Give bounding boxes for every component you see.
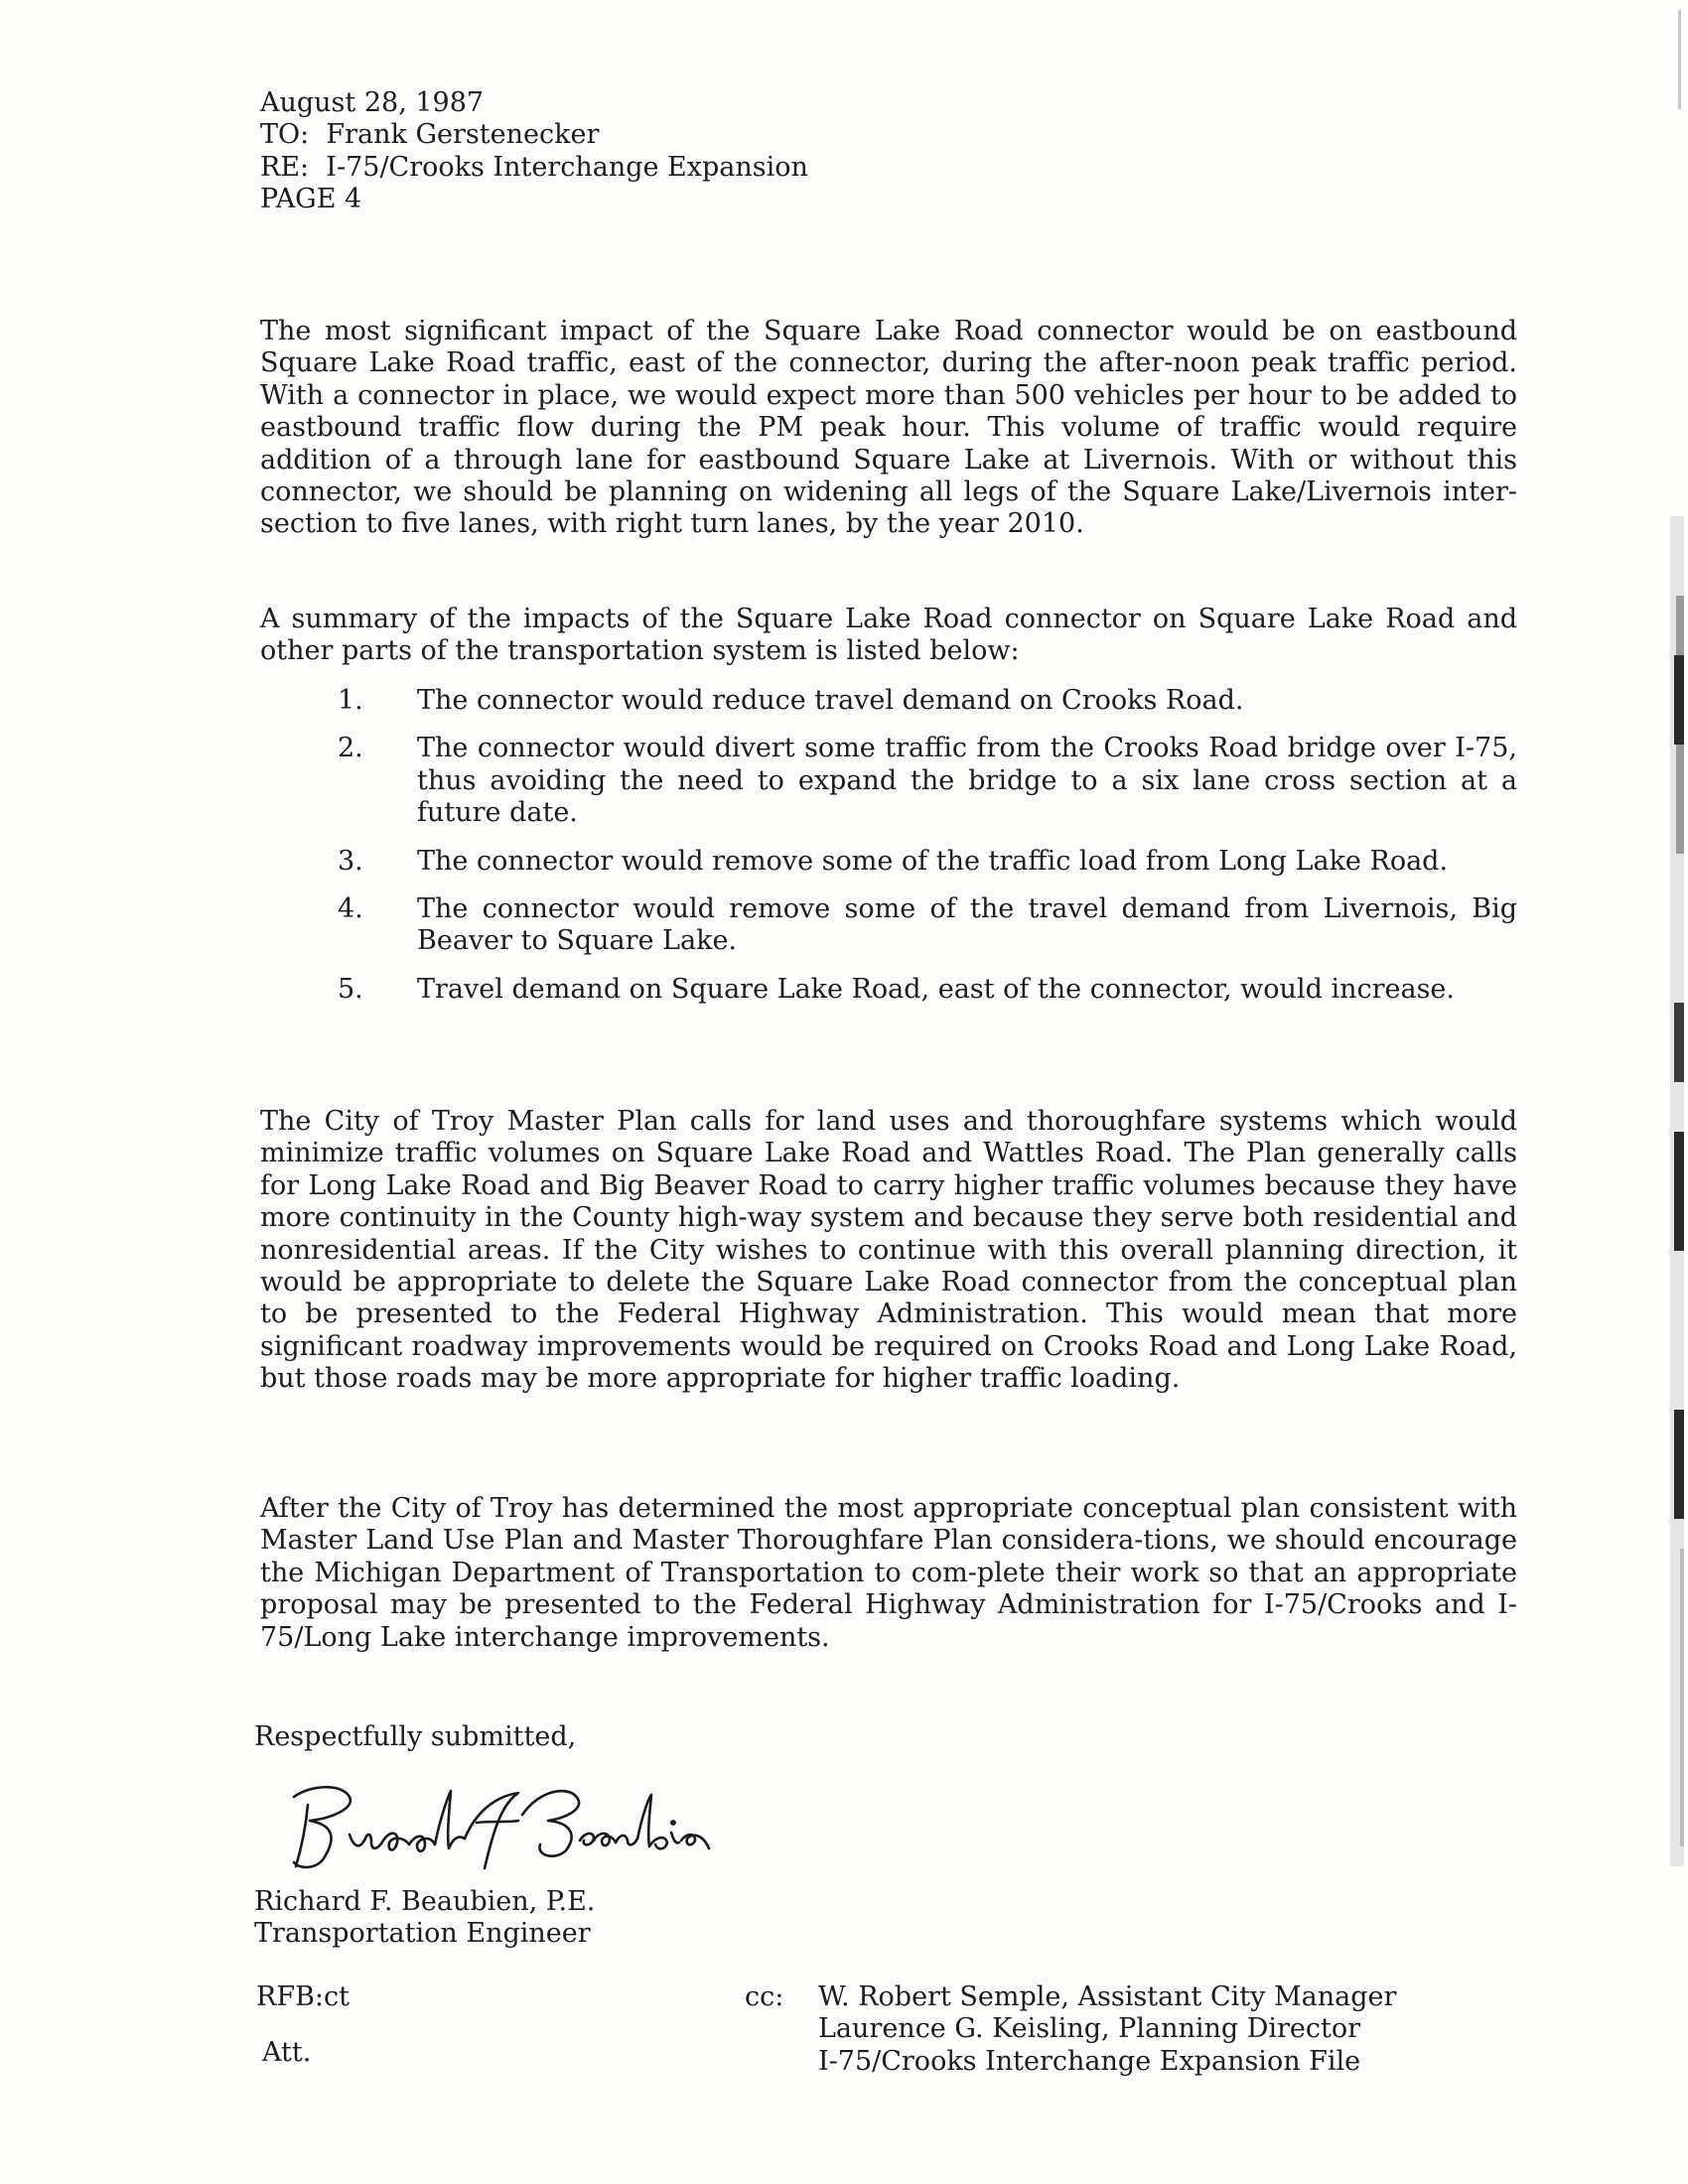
typist-initials: RFB:ct: [256, 1981, 350, 2012]
list-item-number: 5.: [338, 973, 363, 1005]
list-item-number: 2.: [338, 733, 363, 764]
list-item-number: 3.: [338, 845, 363, 877]
enclosure-note: Att.: [262, 2037, 312, 2068]
signer-block: [254, 1886, 595, 1951]
scan-edge-artifact: [1650, 0, 1688, 2184]
list-item: [260, 974, 1517, 1006]
cc-recipients: [818, 1981, 1396, 2078]
cc-recipient: Laurence G. Keisling, Planning Director: [818, 2013, 1361, 2045]
signer-title: Transportation Engineer: [254, 1918, 591, 1950]
list-item-number: 1.: [338, 685, 363, 716]
paragraph-recommendation: After the City of Troy has determined the most appropriate conceptual plan consistent with Master Land Use Plan and Master Thoroughfare Plan considera-tions, we should encourage the Michigan Department of Transportation to com-plete their work so that an appropriate proposal may be presented to the Federal Highway Administration for I-75/Crooks and I-75/Long Lake interchange improvements.: [260, 1493, 1517, 1653]
memo-header: [260, 87, 1055, 216]
cc-recipient: W. Robert Semple, Assistant City Manager: [818, 1981, 1397, 2012]
impacts-list: [260, 685, 1517, 1022]
list-item: [260, 846, 1517, 878]
closing-line: Respectfully submitted,: [254, 1721, 577, 1752]
paragraph-connector-impact: The most significant impact of the Square Lake Road connector would be on eastbound Square Lake Road traffic, east of the connector, during the after-noon peak traffic period. With a connector in place, we would expect more than 500 vehicles per hour to be added to eastbound traffic flow during the PM peak hour. This volume of traffic would require addition of a through lane for eastbound Square Lake at Livernois. With or without this connector, we should be planning on widening all legs of the Square Lake/Livernois inter-section to five lanes, with right turn lanes, by the year 2010.: [260, 316, 1517, 540]
handwritten-signature: [280, 1775, 717, 1884]
list-item-text: Travel demand on Square Lake Road, east of the connector, would increase.: [417, 973, 1455, 1005]
paragraph-summary-intro: A summary of the impacts of the Square Lake Road connector on Square Lake Road and other parts of the transportation system is listed below:: [260, 604, 1517, 667]
list-item-number: 4.: [338, 893, 363, 925]
list-item: [260, 733, 1517, 829]
memo-to: TO: Frank Gerstenecker: [260, 119, 600, 151]
signer-name: Richard F. Beaubien, P.E.: [254, 1886, 596, 1917]
memo-re: RE: I-75/Crooks Interchange Expansion: [260, 151, 808, 183]
memo-date: August 28, 1987: [260, 87, 485, 118]
list-item: [260, 685, 1517, 717]
list-item-text: The connector would remove some of the traffic load from Long Lake Road.: [417, 845, 1449, 877]
paragraph-master-plan: The City of Troy Master Plan calls for land uses and thoroughfare systems which would minimize traffic volumes on Square Lake Road and Wattles Road. The Plan generally calls for Long Lake Road and Big Beaver Road to carry higher traffic volumes because they have more continuity in the County high-way system and because they serve both residential and nonresidential areas. If the City wishes to continue with this overall planning direction, it would be appropriate to delete the Square Lake Road connector from the conceptual plan to be presented to the Federal Highway Administration. This would mean that more significant roadway improvements would be required on Crooks Road and Long Lake Road, but those roads may be more appropriate for higher traffic loading.: [260, 1106, 1517, 1395]
list-item: [260, 893, 1517, 958]
list-item-text: The connector would reduce travel demand on Crooks Road.: [417, 685, 1244, 716]
list-item-text: The connector would remove some of the travel demand from Livernois, Big Beaver to Square Lake.: [417, 893, 1517, 957]
cc-recipient: I-75/Crooks Interchange Expansion File: [818, 2045, 1361, 2077]
list-item-text: The connector would divert some traffic from the Crooks Road bridge over I-75, thus avoiding the need to expand the bridge to a six lane cross section at a future date.: [417, 733, 1517, 829]
cc-label: cc:: [745, 1981, 784, 2012]
memo-page-number: PAGE 4: [260, 184, 362, 215]
